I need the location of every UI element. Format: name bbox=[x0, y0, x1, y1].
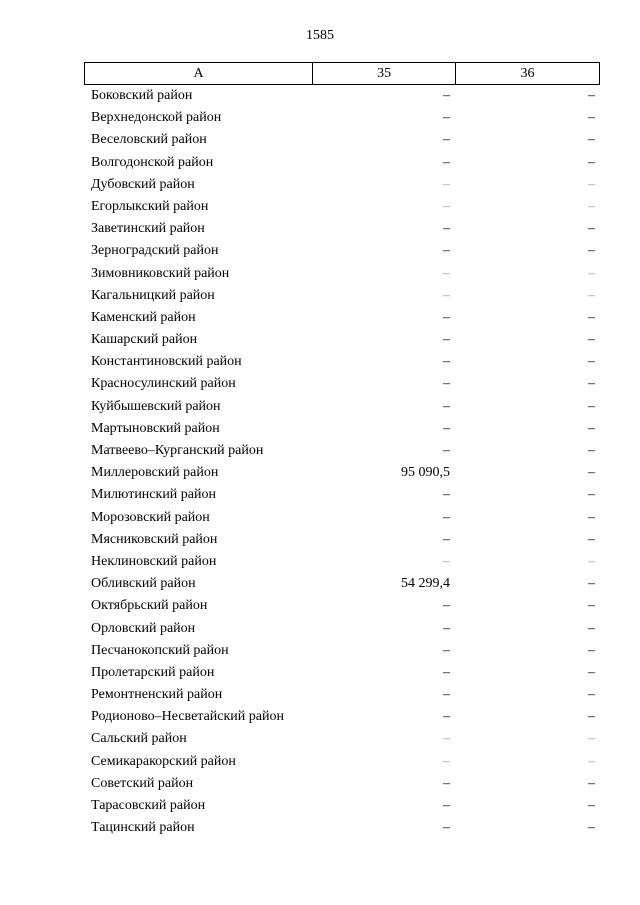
cell-col-36: – bbox=[588, 487, 595, 503]
row-name: Боковский район bbox=[91, 88, 193, 103]
cell-col-35: – bbox=[443, 376, 450, 392]
row-name: Мясниковский район bbox=[91, 531, 218, 547]
cell-col-36: – bbox=[588, 509, 595, 525]
table-row bbox=[84, 440, 600, 462]
table-row bbox=[84, 218, 600, 240]
row-name: Зерноградский район bbox=[91, 243, 219, 259]
cell-col-35: – bbox=[443, 775, 450, 791]
row-name: Волгодонской район bbox=[91, 154, 214, 170]
cell-col-35: – bbox=[443, 354, 450, 370]
cell-col-35: – bbox=[443, 176, 450, 192]
cell-col-36: – bbox=[588, 709, 595, 725]
table-row bbox=[84, 152, 600, 174]
cell-col-36: – bbox=[588, 176, 595, 192]
cell-col-36: – bbox=[588, 598, 595, 614]
row-name: Милютинский район bbox=[91, 487, 217, 503]
cell-col-36: – bbox=[588, 443, 595, 458]
cell-col-36: – bbox=[588, 576, 595, 592]
cell-col-36: – bbox=[588, 198, 595, 214]
table-row bbox=[84, 329, 600, 351]
table-row bbox=[84, 728, 600, 750]
cell-col-36: – bbox=[588, 332, 595, 348]
cell-col-35: – bbox=[443, 420, 450, 436]
row-name: Тарасовский район bbox=[91, 798, 206, 813]
cell-col-36: – bbox=[588, 243, 595, 259]
table-row bbox=[84, 751, 600, 773]
cell-col-35: – bbox=[443, 265, 450, 281]
table-body bbox=[84, 85, 600, 839]
table-row bbox=[84, 684, 600, 706]
header-col-35: 35 bbox=[313, 63, 456, 85]
row-name: Красносулинский район bbox=[91, 376, 236, 392]
cell-col-36: – bbox=[588, 398, 595, 414]
table-row bbox=[84, 107, 600, 129]
row-name: Октябрьский район bbox=[91, 598, 208, 614]
cell-col-36: – bbox=[588, 376, 595, 392]
row-name: Пролетарский район bbox=[91, 664, 215, 680]
cell-col-36: – bbox=[588, 132, 595, 148]
row-name: Песчанокопский район bbox=[91, 642, 229, 658]
row-name: Неклиновский район bbox=[91, 553, 217, 569]
cell-col-36: – bbox=[588, 687, 595, 703]
row-name: Кашарский район bbox=[91, 332, 198, 348]
table-row bbox=[84, 418, 600, 440]
row-name: Сальский район bbox=[91, 731, 187, 747]
cell-col-36: – bbox=[588, 88, 595, 103]
cell-col-36: – bbox=[588, 110, 595, 126]
row-name: Каменский район bbox=[91, 309, 196, 325]
table-row bbox=[84, 285, 600, 307]
row-name: Верхнедонской район bbox=[91, 110, 222, 126]
table-row bbox=[84, 240, 600, 262]
table-row bbox=[84, 529, 600, 551]
cell-col-35: – bbox=[443, 687, 450, 703]
cell-col-36: – bbox=[588, 820, 595, 836]
page-number: 1585 bbox=[306, 28, 334, 43]
row-name: Кагальницкий район bbox=[91, 287, 215, 303]
cell-col-36: – bbox=[588, 553, 595, 569]
cell-col-35: – bbox=[443, 132, 450, 148]
table-row bbox=[84, 196, 600, 218]
cell-col-35: – bbox=[443, 664, 450, 680]
row-name: Морозовский район bbox=[91, 509, 210, 525]
cell-col-35: – bbox=[443, 753, 450, 769]
cell-col-36: – bbox=[588, 753, 595, 769]
table-header bbox=[84, 62, 600, 85]
table-row bbox=[84, 507, 600, 529]
cell-col-35: – bbox=[443, 332, 450, 348]
table-row bbox=[84, 263, 600, 285]
table-row bbox=[84, 706, 600, 728]
cell-col-36: – bbox=[588, 265, 595, 281]
row-name: Матвеево–Курганский район bbox=[91, 443, 264, 458]
header-col-36: 36 bbox=[456, 63, 600, 85]
cell-col-36: – bbox=[588, 354, 595, 370]
table-row bbox=[84, 462, 600, 484]
row-name: Обливский район bbox=[91, 576, 196, 592]
cell-col-36: – bbox=[588, 664, 595, 680]
table-row bbox=[84, 351, 600, 373]
cell-col-35: – bbox=[443, 443, 450, 458]
cell-col-35: – bbox=[443, 531, 450, 547]
cell-col-35: 54 299,4 bbox=[401, 576, 450, 592]
cell-col-36: – bbox=[588, 420, 595, 436]
table-row bbox=[84, 129, 600, 151]
row-name: Зимовниковский район bbox=[91, 265, 230, 281]
row-name: Родионово–Несветайский район bbox=[91, 709, 284, 725]
table-row bbox=[84, 795, 600, 817]
table-row bbox=[84, 396, 600, 418]
cell-col-35: – bbox=[443, 198, 450, 214]
cell-col-36: – bbox=[588, 731, 595, 747]
cell-col-35: – bbox=[443, 598, 450, 614]
cell-col-36: – bbox=[588, 221, 595, 237]
cell-col-35: – bbox=[443, 820, 450, 836]
table-row bbox=[84, 662, 600, 684]
row-name: Заветинский район bbox=[91, 221, 205, 237]
cell-col-35: – bbox=[443, 642, 450, 658]
cell-col-35: – bbox=[443, 709, 450, 725]
table-row bbox=[84, 307, 600, 329]
row-name: Советский район bbox=[91, 775, 194, 791]
cell-col-35: – bbox=[443, 731, 450, 747]
cell-col-35: – bbox=[443, 154, 450, 170]
table-row bbox=[84, 573, 600, 595]
cell-col-36: – bbox=[588, 309, 595, 325]
cell-col-35: – bbox=[443, 221, 450, 237]
cell-col-35: – bbox=[443, 398, 450, 414]
cell-col-36: – bbox=[588, 154, 595, 170]
cell-col-35: – bbox=[443, 243, 450, 259]
cell-col-36: – bbox=[588, 465, 595, 481]
table-row bbox=[84, 817, 600, 839]
row-name: Миллеровский район bbox=[91, 465, 219, 481]
table-row bbox=[84, 618, 600, 640]
row-name: Мартыновский район bbox=[91, 420, 220, 436]
table-row bbox=[84, 174, 600, 196]
row-name: Куйбышевский район bbox=[91, 398, 221, 414]
row-name: Константиновский район bbox=[91, 354, 242, 370]
cell-col-36: – bbox=[588, 287, 595, 303]
cell-col-35: – bbox=[443, 487, 450, 503]
cell-col-35: 95 090,5 bbox=[401, 465, 450, 481]
cell-col-36: – bbox=[588, 642, 595, 658]
row-name: Орловский район bbox=[91, 620, 196, 636]
table-row bbox=[84, 85, 600, 107]
cell-col-36: – bbox=[588, 620, 595, 636]
row-name: Семикаракорский район bbox=[91, 753, 236, 769]
cell-col-36: – bbox=[588, 531, 595, 547]
table-row bbox=[84, 373, 600, 395]
row-name: Дубовский район bbox=[91, 176, 195, 192]
table-row bbox=[84, 773, 600, 795]
cell-col-36: – bbox=[588, 775, 595, 791]
cell-col-35: – bbox=[443, 309, 450, 325]
row-name: Егорлыкский район bbox=[91, 198, 209, 214]
row-name: Веселовский район bbox=[91, 132, 207, 148]
cell-col-36: – bbox=[588, 798, 595, 813]
cell-col-35: – bbox=[443, 287, 450, 303]
table-row bbox=[84, 484, 600, 506]
table-row bbox=[84, 640, 600, 662]
cell-col-35: – bbox=[443, 620, 450, 636]
table-row bbox=[84, 551, 600, 573]
cell-col-35: – bbox=[443, 110, 450, 126]
row-name: Тацинский район bbox=[91, 820, 195, 836]
cell-col-35: – bbox=[443, 798, 450, 813]
cell-col-35: – bbox=[443, 509, 450, 525]
row-name: Ремонтненский район bbox=[91, 687, 223, 703]
cell-col-35: – bbox=[443, 88, 450, 103]
header-col-a: А bbox=[85, 63, 313, 85]
table-row bbox=[84, 595, 600, 617]
cell-col-35: – bbox=[443, 553, 450, 569]
